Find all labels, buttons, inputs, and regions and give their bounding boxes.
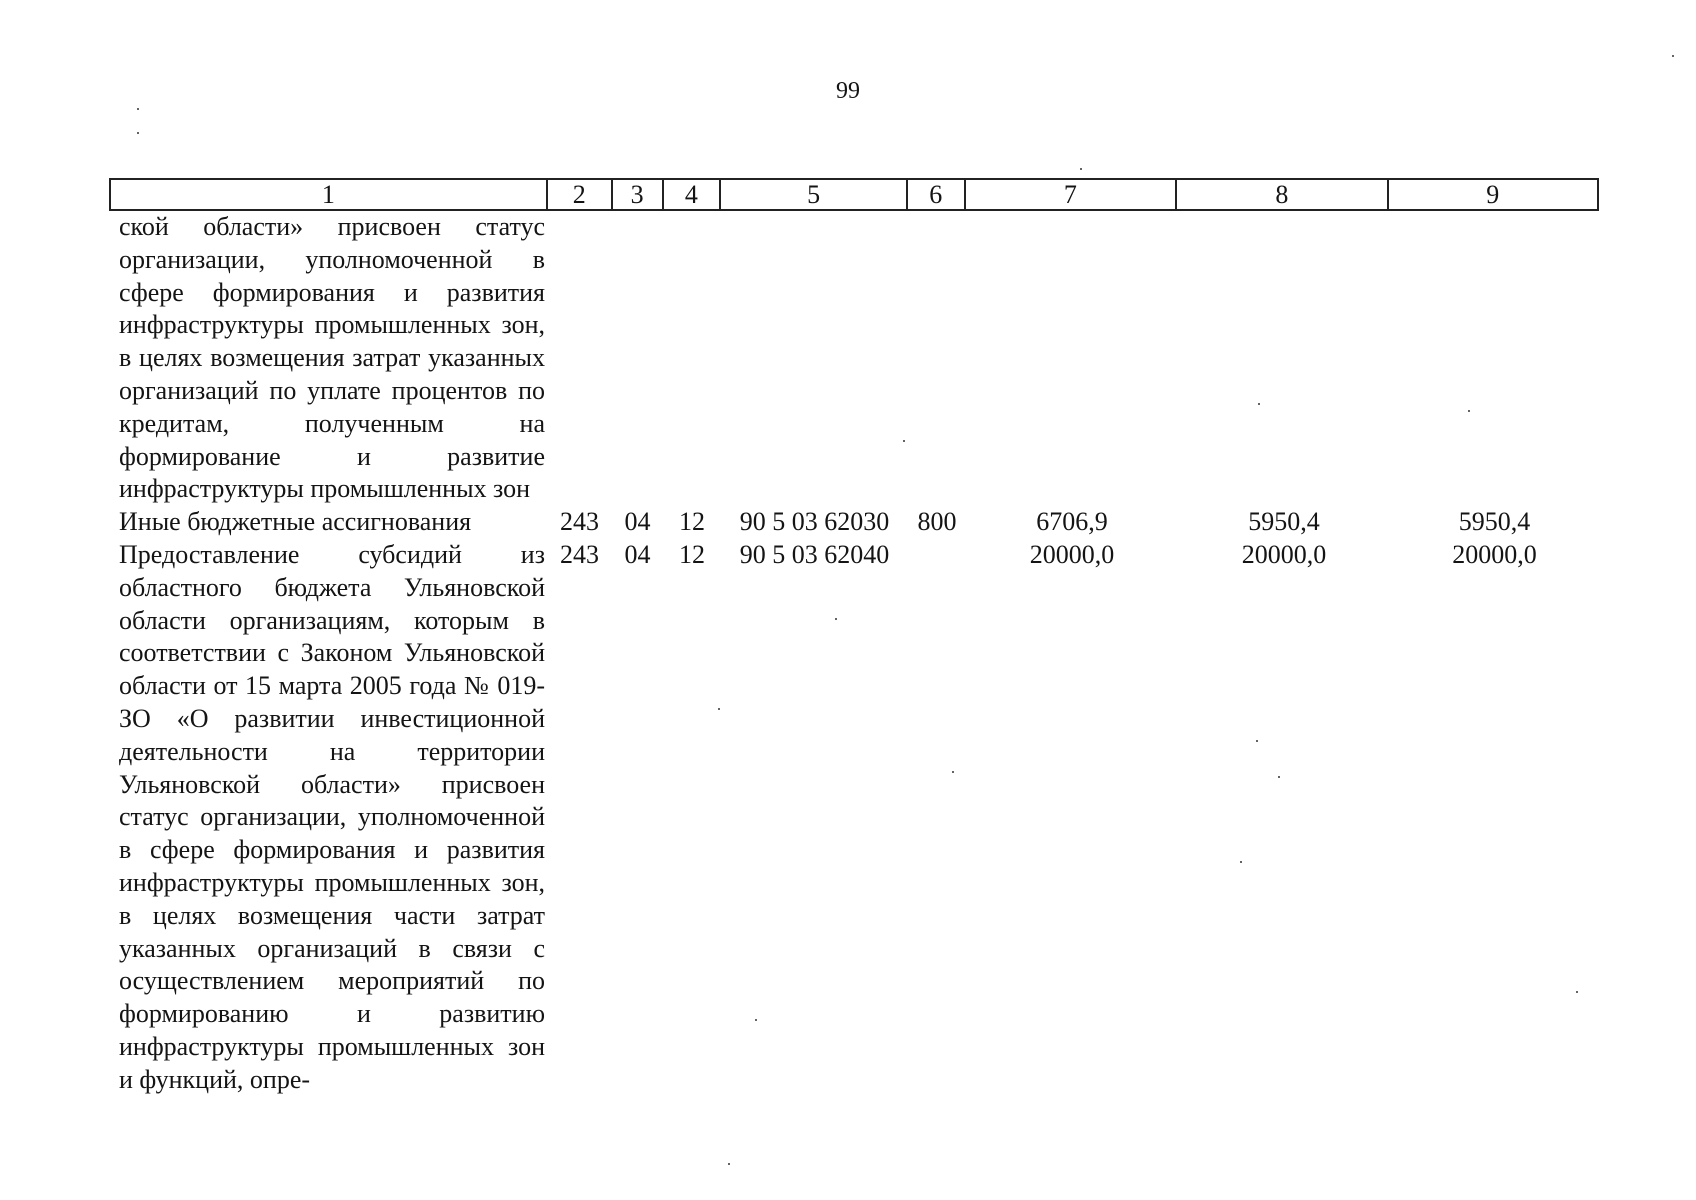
page-number: 99 xyxy=(836,78,860,104)
row-col-4: 12 xyxy=(679,507,705,537)
scan-speck xyxy=(1672,55,1674,57)
header-col-9: 9 xyxy=(1486,179,1500,209)
row-col-7: 20000,0 xyxy=(1029,539,1115,569)
scan-speck xyxy=(1278,776,1280,778)
row-col-2: 243 xyxy=(560,507,599,537)
header-col-8: 8 xyxy=(1177,180,1388,209)
row-description: ской области» присвоен статус организации, уполномоченной в сфере формирования и развития инфраструктуры промышленных зон, в целях возмещения затрат указанных организаций по уплате процентов по кредитам, полученным на формирование и развитие инфраструктуры промышленных зон xyxy=(119,212,545,504)
row-col-6: 800 xyxy=(917,507,957,537)
row-col-9: 20000,0 xyxy=(1452,539,1537,569)
header-col-2: 2 xyxy=(548,180,613,209)
header-col-3: 3 xyxy=(613,180,664,209)
scan-speck xyxy=(1576,991,1578,993)
row-description: Предоставление субсидий из областного бюджета Ульяновской области организациям, которым в соответствии с Законом Ульяновской области от 15 марта 2005 года № 019-ЗО «О развитии инвестиционной деятельности на территории Ульяновской области» присвоен статус организации, уполномоченной в сфере формирования и развития инфраструктуры промышленных зон, в целях возмещения части затрат указанных организаций в связи с осуществлением мероприятий по формированию и развитию инфраструктуры промышленных зон и функций, опре- xyxy=(119,539,545,1094)
scan-speck xyxy=(728,1163,730,1165)
scan-speck xyxy=(835,618,837,620)
table-body xyxy=(109,211,1599,1097)
row-col-5: 90 5 03 62040 xyxy=(739,539,890,569)
scan-speck xyxy=(137,108,139,110)
header-col-4: 4 xyxy=(664,180,722,209)
scan-speck xyxy=(718,708,720,710)
header-col-6: 6 xyxy=(908,180,966,209)
row-col-2: 243 xyxy=(560,539,599,569)
header-col-5: 5 xyxy=(721,180,908,209)
header-col-1: 1 xyxy=(111,180,548,209)
row-col-7: 6706,9 xyxy=(1036,507,1108,537)
table-row xyxy=(109,539,1599,1097)
scan-speck xyxy=(903,440,905,442)
row-col-4: 12 xyxy=(679,539,705,569)
row-col-3: 04 xyxy=(624,507,651,537)
scan-speck xyxy=(952,771,954,773)
row-col-8: 5950,4 xyxy=(1248,507,1320,537)
table-header-row xyxy=(109,178,1599,211)
scan-speck xyxy=(137,132,139,134)
scan-speck xyxy=(1468,410,1470,412)
row-col-5: 90 5 03 62030 xyxy=(739,507,890,537)
header-col-7: 7 xyxy=(966,180,1177,209)
row-col-9: 5950,4 xyxy=(1458,507,1531,537)
row-col-3: 04 xyxy=(624,539,651,569)
table-row xyxy=(109,211,1599,506)
budget-table xyxy=(109,178,1599,1097)
scan-speck xyxy=(1256,740,1258,742)
scan-speck xyxy=(1080,168,1082,170)
row-description: Иные бюджетные ассигнования xyxy=(119,507,472,537)
scan-speck xyxy=(1240,861,1242,863)
table-row xyxy=(109,506,1599,539)
scan-speck xyxy=(755,1019,757,1021)
row-col-8: 20000,0 xyxy=(1241,539,1327,569)
scan-speck xyxy=(1258,403,1260,405)
